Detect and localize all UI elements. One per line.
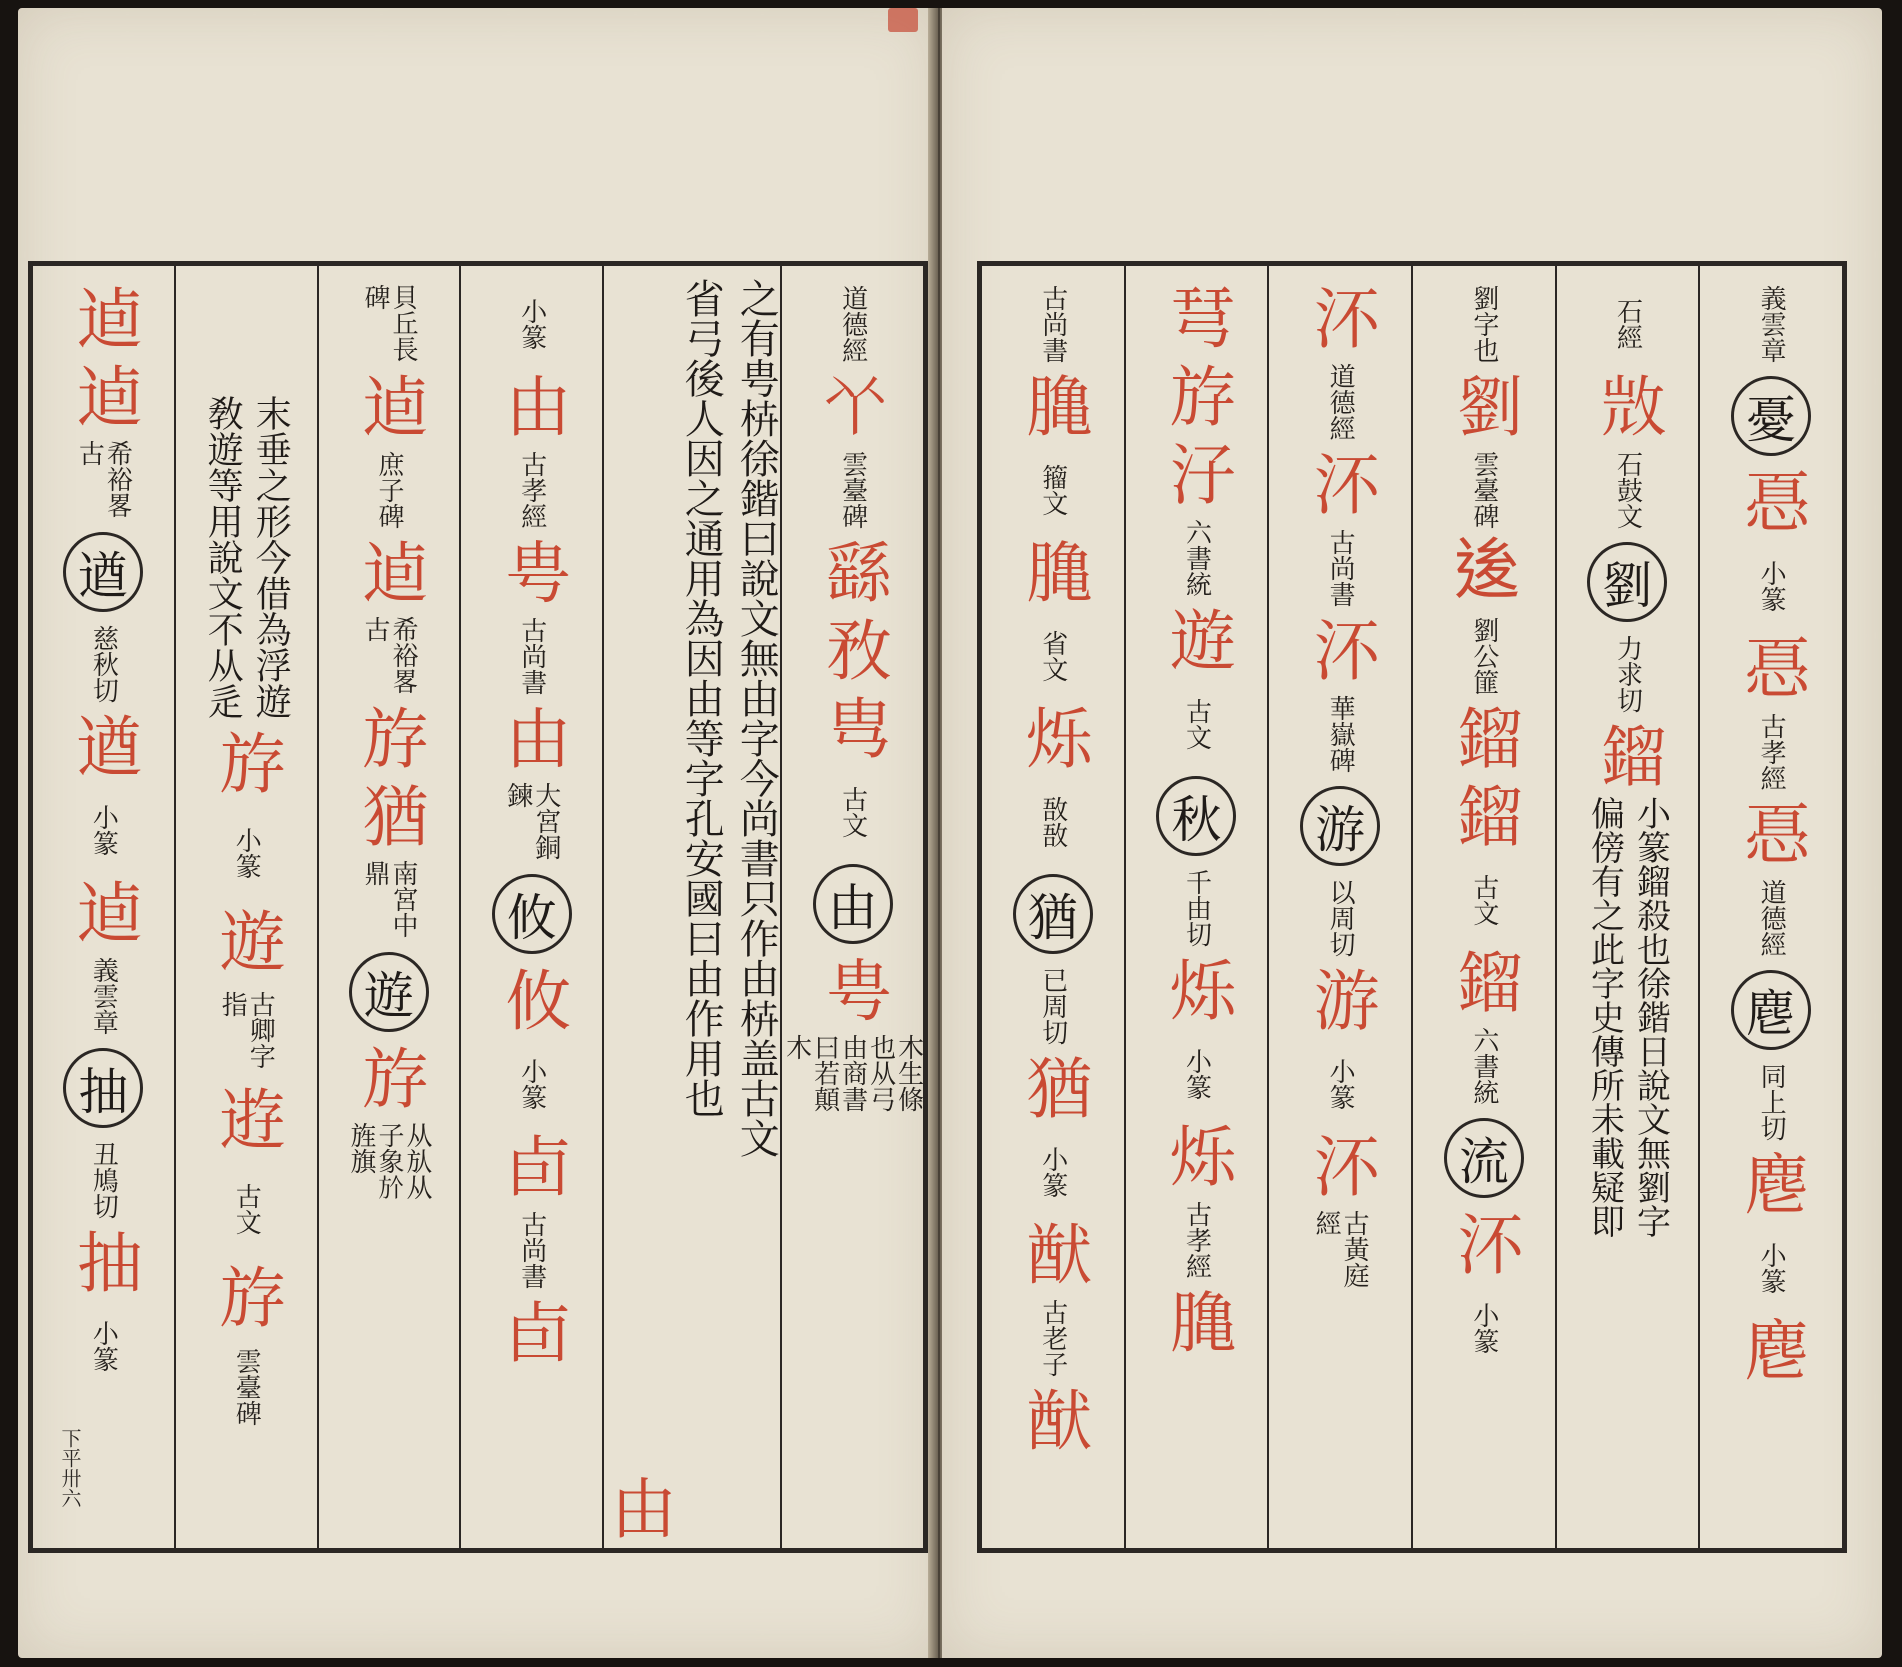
seal-script-glyph: 㳅 [1445,1210,1523,1278]
source-label: 古尚書 [1037,285,1068,363]
source-label: 古尚書 [516,1211,547,1289]
commentary-text: 省弓後人因之通用為因由等字孔安國曰由作用也 [678,278,725,1118]
source-label: 小篆 [1756,1242,1787,1294]
seal-script-glyph: 卣 [493,1132,571,1200]
leaf-number: 下平卅六 [58,1428,82,1508]
source-label: 古黃庭經 [1311,1210,1370,1288]
text-column [780,266,923,1548]
seal-script-glyph: 𣁋 [1589,372,1667,440]
source-label: 義雲章 [88,957,119,1035]
source-label: 華嶽碑 [1325,695,1356,773]
seal-script-glyph: 鎦 [1445,704,1523,772]
source-label: 石經 [1612,298,1643,350]
source-label: 古文 [1468,874,1499,926]
seal-script-glyph: 斿 [208,729,286,797]
seal-script-glyph: 卣 [493,1298,571,1366]
source-label: 希裕畧古 [360,616,418,694]
right-page [942,8,1882,1658]
source-label: 小篆 [516,298,547,350]
text-column [1124,266,1268,1548]
source-label: 小篆 [1756,560,1787,612]
headword-circle: 游 [1300,786,1380,866]
source-label: 道德經 [1325,363,1356,441]
source-label: 大宮銅鍊 [502,782,561,860]
source-label: 小篆 [231,827,262,879]
source-label: 古孝經 [516,451,547,529]
source-label: 小篆 [516,1058,547,1110]
right-page-frame [977,261,1847,1553]
seal-script-glyph: 遊 [208,907,286,975]
seal-script-glyph: 猷 [1014,1220,1092,1288]
left-page [18,8,936,1658]
source-label: 劉字也 [1468,285,1499,363]
source-label: 丑鳩切 [88,1141,119,1219]
source-label: 六書統 [1468,1027,1499,1105]
left-page-frame [28,261,928,1553]
seal-script-glyph: 逌 [65,284,143,352]
seal-script-glyph: 逌 [65,362,143,430]
seal-script-glyph: 𪚲 [1014,538,1092,606]
seal-script-glyph: 𨒥 [1445,538,1523,606]
seal-script-glyph: 敄 [814,616,892,684]
seal-script-glyph: 甹 [814,956,892,1024]
source-label: 雲臺碑 [1468,451,1499,529]
source-label: 南宮中鼎 [360,860,418,938]
seal-script-glyph: 甹 [493,538,571,606]
text-column [459,266,602,1548]
text-column [982,266,1124,1548]
source-label: 敔敔 [1037,796,1068,848]
seal-script-glyph: 斿 [351,704,428,772]
headword-circle: 猶 [1013,874,1093,954]
headword-circle: 秋 [1156,776,1236,856]
headword-circle: 劉 [1587,542,1667,622]
seal-script-glyph: 鎦 [1445,948,1523,1016]
seal-script-glyph: 逌 [351,538,428,606]
source-label: 石鼓文 [1612,451,1643,529]
source-label: 小篆 [1037,1146,1068,1198]
source-label: 庶子碑 [374,451,404,529]
seal-script-glyph: 㳅 [1302,284,1380,352]
source-label: 古老子 [1037,1299,1068,1377]
seal-script-glyph: 㳅 [1302,616,1380,684]
seal-script-glyph: 由 [599,1474,677,1542]
seal-script-glyph: 𪚲 [1158,1288,1236,1356]
source-label: 小篆 [1325,1058,1356,1110]
seal-script-glyph: 逌 [351,372,428,440]
source-label: 从㫃从子象𣃘旌旗 [346,1122,432,1200]
source-label: 同上切 [1756,1063,1787,1141]
ink-stain [888,8,918,32]
source-label: 古孝經 [1756,713,1787,791]
seal-script-glyph: 劉 [1445,372,1523,440]
seal-script-glyph: 烁 [1158,956,1236,1024]
seal-script-glyph: 由 [493,704,571,772]
source-label: 木生條也从弓由商書曰若顛木 [781,1034,924,1112]
source-label: 希裕畧古 [74,440,133,518]
seal-script-glyph: 汓 [1158,440,1236,508]
seal-script-glyph: 斿 [208,1263,286,1331]
text-column [1411,266,1555,1548]
seal-script-glyph: 鎦 [1589,722,1667,790]
source-label: 道德經 [837,285,868,363]
headword-circle: 遊 [349,952,429,1032]
seal-script-glyph: 㽕 [814,694,892,762]
seal-script-glyph: 斿 [351,1044,428,1112]
seal-script-glyph: 鎦 [1445,782,1523,850]
text-column [174,266,317,1548]
source-label: 劉公篚 [1468,617,1499,695]
seal-script-glyph: 㳅 [1302,450,1380,518]
source-label: 省文 [1037,630,1068,682]
commentary-text: 偏傍有之此字史傳所未載疑即 [1584,796,1625,1238]
seal-script-glyph: 遒 [65,712,143,780]
seal-script-glyph: 麀 [1733,1150,1811,1218]
source-label: 力求切 [1612,635,1643,713]
text-column [599,266,780,1548]
seal-script-glyph: 𢏗 [1158,284,1236,352]
seal-script-glyph: 逌 [65,878,143,946]
seal-script-glyph: 猶 [351,782,428,850]
source-label: 雲臺碑 [231,1348,262,1426]
source-label: 道德經 [1756,879,1787,957]
seal-script-glyph: 猷 [1014,1386,1092,1454]
text-column [33,266,174,1548]
seal-script-glyph: 猶 [1014,1054,1092,1122]
seal-script-glyph: 𠁥 [814,372,892,440]
commentary-text: 末垂之形今借為浮遊 [250,395,292,719]
source-label: 古卿字指 [217,991,276,1069]
seal-script-glyph: 由 [493,372,571,440]
seal-script-glyph: 逰 [208,1085,286,1153]
commentary-text: 之有甹枿徐鍇曰說文無由字今尚書只作由枿盖古文 [733,278,780,1158]
seal-script-glyph: 烁 [1158,1122,1236,1190]
headword-circle: 抽 [63,1048,143,1128]
source-label: 慈秋切 [88,625,119,703]
source-label: 古文 [1181,698,1212,750]
source-label: 已周切 [1037,967,1068,1045]
seal-script-glyph: 𪚲 [1014,372,1092,440]
text-column [1698,266,1842,1548]
source-label: 古文 [837,786,868,838]
headword-circle: 由 [813,864,893,944]
headword-circle: 遒 [63,532,143,612]
source-label: 六書統 [1181,519,1212,597]
seal-script-glyph: 㥑 [1733,468,1811,536]
seal-script-glyph: 斿 [1158,362,1236,430]
text-column [317,266,460,1548]
seal-script-glyph: 㳅 [1302,1132,1380,1200]
seal-script-glyph: 㥑 [1733,800,1811,868]
seal-script-glyph: 繇 [814,538,892,606]
text-column [1267,266,1411,1548]
seal-script-glyph: 抽 [65,1228,143,1296]
source-label: 小篆 [88,1320,119,1372]
headword-circle: 麀 [1731,970,1811,1050]
seal-script-glyph: 游 [1302,966,1380,1034]
source-label: 義雲章 [1756,285,1787,363]
source-label: 古尚書 [1325,529,1356,607]
source-label: 以周切 [1325,879,1356,957]
seal-script-glyph: 㥑 [1733,634,1811,702]
commentary-text: 敎遊等用說文不从辵 [202,395,244,719]
commentary-text: 小篆鎦殺也徐鍇日說文無劉字 [1630,796,1671,1238]
source-label: 古尚書 [516,617,547,695]
seal-script-glyph: 烁 [1014,704,1092,772]
source-label: 籀文 [1037,464,1068,516]
source-label: 小篆 [88,804,119,856]
source-label: 古孝經 [1181,1201,1212,1279]
seal-script-glyph: 遊 [1158,606,1236,674]
headword-circle: 流 [1444,1118,1524,1198]
seal-script-glyph: 攸 [493,966,571,1034]
source-label: 小篆 [1181,1048,1212,1100]
source-label: 千由切 [1181,869,1212,947]
source-label: 貝丘長碑 [360,284,418,362]
headword-circle: 攸 [492,874,572,954]
source-label: 雲臺碑 [837,451,868,529]
headword-circle: 憂 [1731,376,1811,456]
seal-script-glyph: 麀 [1733,1316,1811,1384]
text-column [1555,266,1699,1548]
source-label: 小篆 [1468,1302,1499,1354]
source-label: 古文 [231,1183,262,1235]
